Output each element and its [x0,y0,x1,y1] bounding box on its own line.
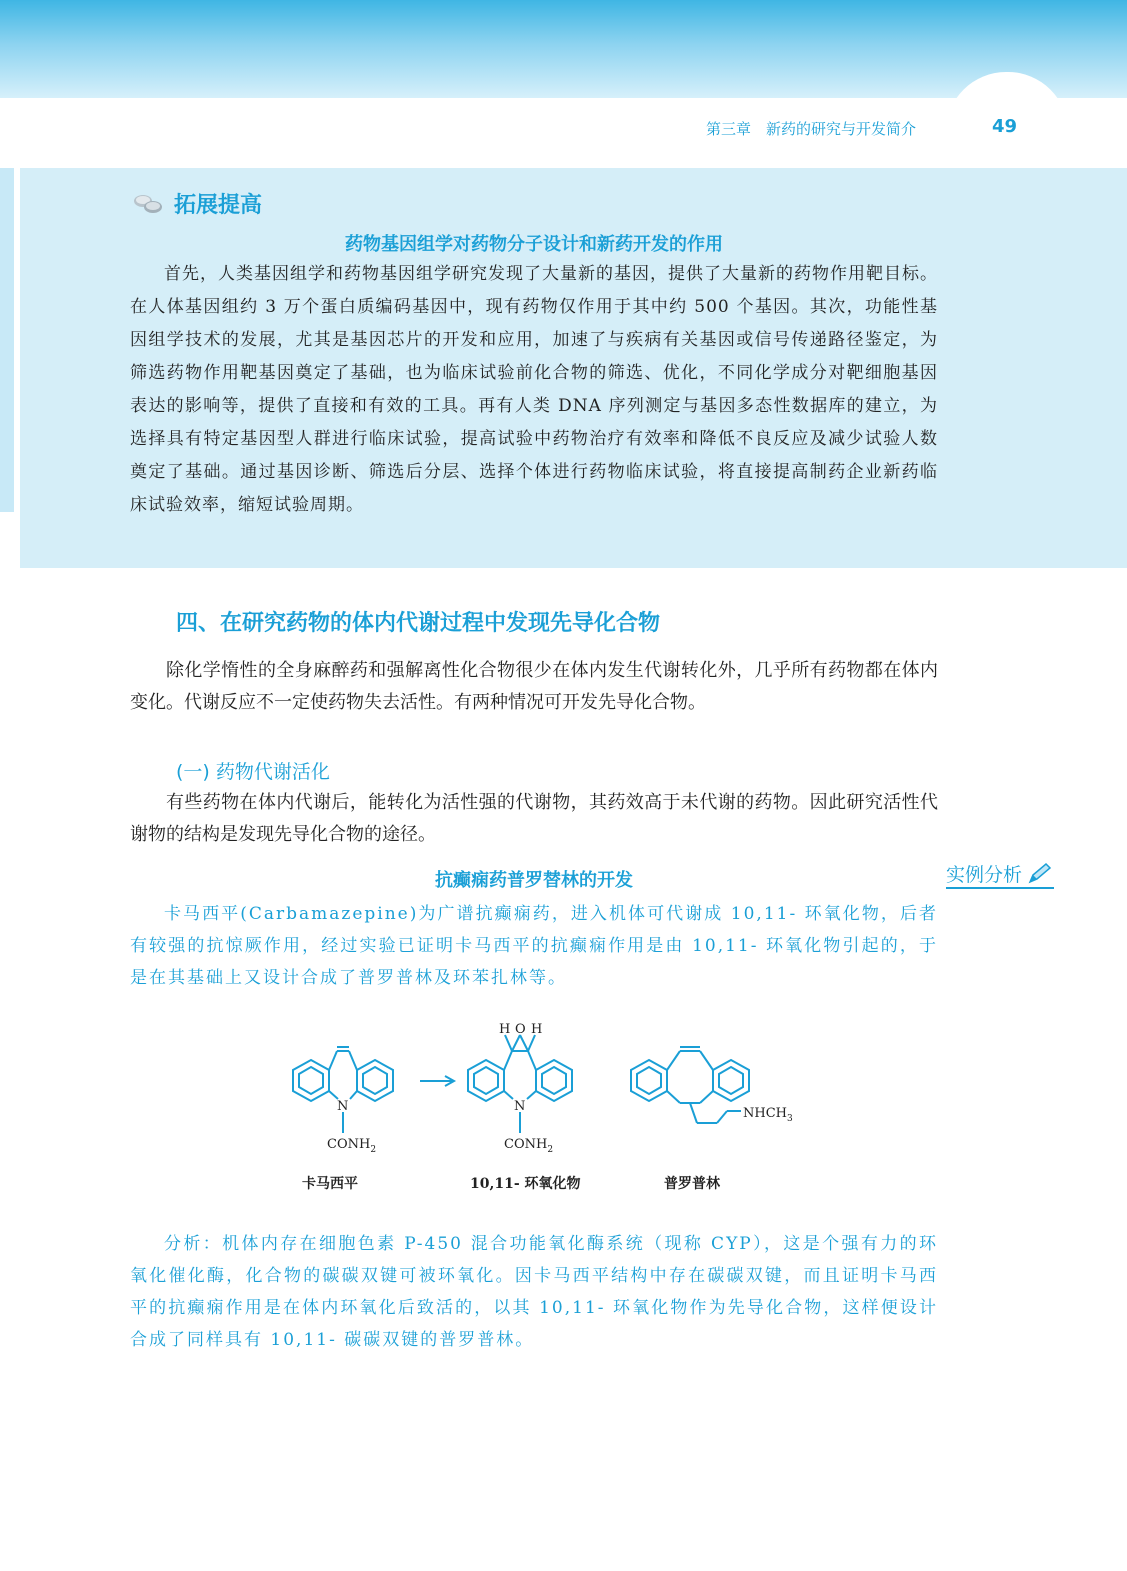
header-band [0,0,1127,98]
case-analysis: 分析：机体内存在细胞色素 P-450 混合功能氧化酶系统（现称 CYP），这是个强有力的环氧化催化酶，化合物的碳碳双键可被环氧化。因卡马西平结构中存在碳碳双键，而且证明卡马西平的抗癫痫作用是在体内环氧化后致活的，以其 10,11- 环氧化物作为先导化合物，这样便设计合成了同样具有 10,11- 碳碳双键的普罗普林。 [130,1234,938,1350]
epoxide-h-bond [528,1035,535,1051]
epoxide-conh-text: CONH [504,1137,548,1152]
carbamazepine-bond [329,1051,337,1070]
pill-icon [132,192,164,216]
conh-text: CONH [327,1137,371,1152]
carbamazepine-n-bond [329,1091,338,1099]
protriptyline-bond [700,1051,713,1070]
epoxide-n-bond [504,1091,513,1099]
sub-paragraph: 有些药物在体内代谢后，能转化为活性强的代谢物，其药效高于未代谢的药物。因此研究活性代谢物的结构是发现先导化合物的途径。 [130,792,938,845]
pencil-icon [1026,862,1052,886]
extension-body: 首先，人类基因组学和药物基因组学研究发现了大量新的基因，提供了大量新的药物作用靶目标。在人体基因组约 3 万个蛋白质编码基因中，现有药物仅作用于其中约 500 个基因。其次，功能性基因组学技术的发展，尤其是基因芯片的开发和应用，加速了与疾病有关基因或信号传递路径鉴定，为筛选药物作用靶基因奠定了基础，也为临床试验前化合物的筛选、优化，不同化学成分对靶细胞基因表达的影响等，提供了直接和有效的工具。再有人类 DNA 序列测定与基因多态性数据库的建立，为选择具有特定基因型人群进行临床试验，提高试验中药物治疗有效率和降低不良反应及减少试验人数奠定了基础。通过基因诊断、筛选后分层、选择个体进行药物临床试验，将直接提高制药企业新药临床试验效率，缩短试验周期。 [130,264,938,515]
section-heading: 四、在研究药物的体内代谢过程中发现先导化合物 [176,611,661,636]
carbamazepine-n-bond [350,1091,357,1099]
carbamazepine-n-label: N [337,1099,349,1114]
case-title: 抗癫痫药普罗替林的开发 [435,870,633,891]
protriptyline-chain-bond [717,1111,727,1123]
epoxide-conh2-label [504,1137,553,1155]
label-protriptyline: 普罗普林 [664,1176,720,1192]
protriptyline-left-ring-inner [637,1067,661,1094]
protriptyline-nhch3-label [743,1106,793,1124]
epoxide-bond [504,1051,512,1070]
nhch-text: NHCH [743,1106,787,1121]
epoxide-h1-label: H [499,1022,511,1037]
epoxide-left-ring-inner [474,1067,498,1094]
label-carbamazepine: 卡马西平 [302,1176,358,1192]
carbamazepine-bond [349,1051,357,1070]
extension-title-text: 拓展提高 [174,193,263,218]
epoxide-h2-label: H [531,1022,543,1037]
carbamazepine-left-ring-inner [299,1067,323,1094]
epoxide-right-ring-inner [542,1067,566,1094]
protriptyline-bond [667,1091,680,1103]
epoxide-n-bond [527,1091,536,1099]
left-edge-bar [0,168,14,512]
epoxide-h-bond [505,1035,512,1051]
page-number: 49 [992,116,1018,137]
epoxide-o-bond [512,1035,520,1051]
sub-heading: (一) 药物代谢活化 [176,761,330,783]
extension-subtitle: 药物基因组学对药物分子设计和新药开发的作用 [345,234,723,255]
case-text: 卡马西平(Carbamazepine)为广谱抗癫痫药，进入机体可代谢成 10,11- 环氧化物，后者有较强的抗惊厥作用，经过实验已证明卡马西平的抗癫痫作用是由 10,11- 环氧化物引起的，于是在其基础上又设计合成了普罗普林及环苯扎林等。 [130,904,938,988]
epoxide-o-label: O [515,1022,526,1037]
protriptyline-bond [667,1051,680,1070]
section-intro: 除化学惰性的全身麻醉药和强解离性化合物很少在体内发生代谢转化外，几乎所有药物都在体内变化。代谢反应不一定使药物失去活性。有两种情况可开发先导化合物。 [130,660,938,713]
case-badge-text: 实例分析 [946,864,1023,886]
conh-subscript: 2 [370,1145,377,1155]
epoxide-bond [528,1051,536,1070]
epoxide-n-label: N [514,1099,526,1114]
nhch-subscript: 3 [787,1114,793,1124]
case-badge [946,860,1054,889]
protriptyline-right-ring-inner [719,1067,743,1094]
chapter-title: 第三章 新药的研究与开发简介 [706,120,917,138]
protriptyline-chain-bond [690,1103,697,1123]
carbamazepine-conh2-label [327,1137,376,1155]
epoxide-o-bond [520,1035,528,1051]
protriptyline-bond [700,1091,713,1103]
carbamazepine-right-ring-inner [363,1067,387,1094]
epoxide-conh-subscript: 2 [547,1145,554,1155]
label-epoxide: 10,11- 环氧化物 [470,1176,581,1192]
extension-title [132,188,262,219]
